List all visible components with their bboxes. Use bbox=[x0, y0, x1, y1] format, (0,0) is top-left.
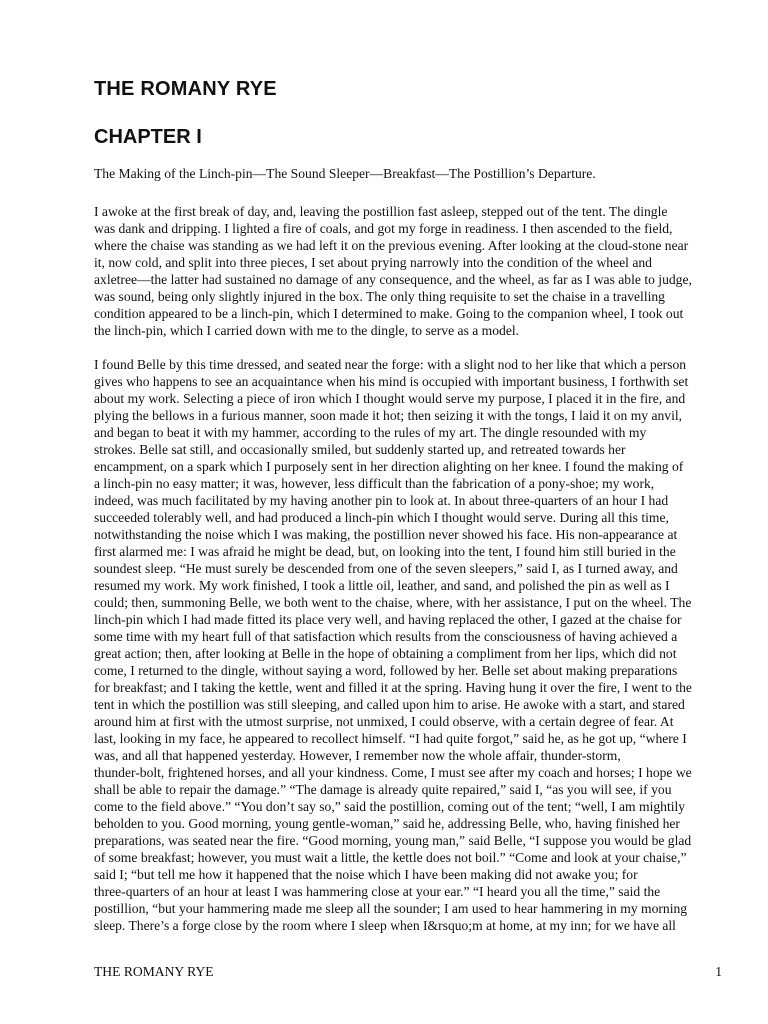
text-line: axletree—the latter had sustained no damage of any consequence, and the wheel, as far as I was able to judge, bbox=[94, 272, 692, 287]
text-line: last, looking in my face, he appeared to recollect himself. “I had quite forgot,” said he, as he got up, “where I bbox=[94, 731, 687, 746]
text-line: the linch-pin, which I carried down with me to the dingle, to serve as a model. bbox=[94, 323, 520, 338]
text-line: notwithstanding the noise which I was making, the postillion never showed his face. His non-appearance at bbox=[94, 527, 678, 542]
text-line: indeed, was much facilitated by my having another pin to look at. In about three-quarters of an hour I had bbox=[94, 493, 669, 508]
text-line: linch-pin which I had made fitted its place very well, and having replaced the other, I gazed at the chaise for bbox=[94, 612, 682, 627]
text-line: said I; “but tell me how it happened that the noise which I have been making did not awake you; for bbox=[94, 867, 638, 882]
text-line: a linch-pin no easy matter; it was, however, less difficult than the fabrication of a pony-shoe; my work, bbox=[94, 476, 655, 491]
text-line: preparations, was seated near the fire. “Good morning, young man,” said Belle, “I suppose you would be glad bbox=[94, 833, 692, 848]
page-number: 1 bbox=[715, 964, 722, 979]
text-line: I found Belle by this time dressed, and seated near the forge: with a slight nod to her like that which a person bbox=[94, 357, 687, 372]
body-paragraph bbox=[94, 203, 734, 339]
text-line: first alarmed me: I was afraid he might be dead, but, on looking into the tent, I found him still buried in the bbox=[94, 544, 676, 559]
text-line: and began to beat it with my hammer, according to the rules of my art. The dingle resounded with my bbox=[94, 425, 647, 440]
text-line: of some breakfast; however, you must wait a little, the kettle does not boil.” “Come and look at your chaise,” bbox=[94, 850, 687, 865]
text-line: three-quarters of an hour at least I was hammering close at your ear.” “I heard you all the time,” said the bbox=[94, 884, 661, 899]
text-line: some time with my heart full of that satisfaction which results from the consciousness of having achieved a bbox=[94, 629, 678, 644]
text-line: for breakfast; and I taking the kettle, went and filled it at the spring. Having hung it over the fire, I went to the bbox=[94, 680, 692, 695]
text-line: was sound, being only slightly injured in the box. The only thing requisite to set the chaise in a travelling bbox=[94, 289, 665, 304]
text-line: about my work. Selecting a piece of iron which I thought would serve my purpose, I placed it in the fire, and bbox=[94, 391, 686, 406]
text-line: sleep. There’s a forge close by the room where I sleep when I&rsquo;m at home, at my inn; for we have all bbox=[94, 918, 676, 933]
body-paragraph bbox=[94, 356, 734, 934]
text-line: it, now cold, and split into three pieces, I set about prying narrowly into the condition of the wheel and bbox=[94, 255, 652, 270]
text-line: soundest sleep. “He must surely be descended from one of the seven sleepers,” said I, as I turned away, and bbox=[94, 561, 678, 576]
book-title: THE ROMANY RYE bbox=[94, 78, 277, 100]
chapter-title: CHAPTER I bbox=[94, 126, 202, 148]
text-line: I awoke at the first break of day, and, leaving the postillion fast asleep, stepped out of the tent. The dingle bbox=[94, 204, 668, 219]
text-line: tent in which the postillion was still sleeping, and called upon him to arise. He awoke with a start, and stared bbox=[94, 697, 685, 712]
text-line: around him at first with the utmost surprise, not unmixed, I could observe, with a certain degree of fear. At bbox=[94, 714, 674, 729]
text-line: resumed my work. My work finished, I took a little oil, leather, and sand, and polished the pin as well as I bbox=[94, 578, 670, 593]
running-title: THE ROMANY RYE bbox=[94, 964, 214, 979]
text-line: come, I returned to the dingle, without saying a word, followed by her. Belle set about making preparations bbox=[94, 663, 678, 678]
text-line: postillion, “but your hammering made me sleep all the sounder; I am used to hear hammering in my morning bbox=[94, 901, 688, 916]
chapter-summary: The Making of the Linch-pin—The Sound Sleeper—Breakfast—The Postillion’s Departure. bbox=[94, 166, 596, 181]
text-line: beholden to you. Good morning, young gentle-woman,” said he, addressing Belle, who, having finished her bbox=[94, 816, 680, 831]
text-line: thunder-bolt, frightened horses, and all your kindness. Come, I must see after my coach and horses; I hope we bbox=[94, 765, 692, 780]
text-line: great action; then, after looking at Belle in the hope of obtaining a compliment from her lips, which did not bbox=[94, 646, 677, 661]
text-line: succeeded tolerably well, and had produced a linch-pin which I thought would serve. During all this time, bbox=[94, 510, 669, 525]
text-line: was, and all that happened yesterday. However, I remember now the whole affair, thunder-storm, bbox=[94, 748, 621, 763]
text-line: gives who happens to see an acquaintance when his mind is occupied with important business, I forthwith set bbox=[94, 374, 689, 389]
text-line: shall be able to repair the damage.” “The damage is already quite repaired,” said I, “as you will see, if you bbox=[94, 782, 672, 797]
text-line: where the chaise was standing as we had left it on the previous evening. After looking at the cloud-stone near bbox=[94, 238, 689, 253]
text-line: encampment, on a spark which I purposely sent in her direction alighting on her knee. I found the making of bbox=[94, 459, 684, 474]
text-line: condition appeared to be a linch-pin, which I determined to make. Going to the companion wheel, I took out bbox=[94, 306, 684, 321]
text-line: come to the field above.” “You don’t say so,” said the postillion, coming out of the tent; “well, I am mightily bbox=[94, 799, 686, 814]
text-line: strokes. Belle sat still, and occasionally smiled, but suddenly started up, and retreated towards her bbox=[94, 442, 626, 457]
chapter-body bbox=[94, 203, 734, 951]
text-line: was dank and dripping. I lighted a fire of coals, and got my forge in readiness. I then ascended to the field, bbox=[94, 221, 673, 236]
text-line: plying the bellows in a furious manner, soon made it hot; then seizing it with the tongs, I laid it on my anvil, bbox=[94, 408, 683, 423]
text-line: could; then, summoning Belle, we both went to the chaise, where, with her assistance, I put on the wheel. The bbox=[94, 595, 692, 610]
